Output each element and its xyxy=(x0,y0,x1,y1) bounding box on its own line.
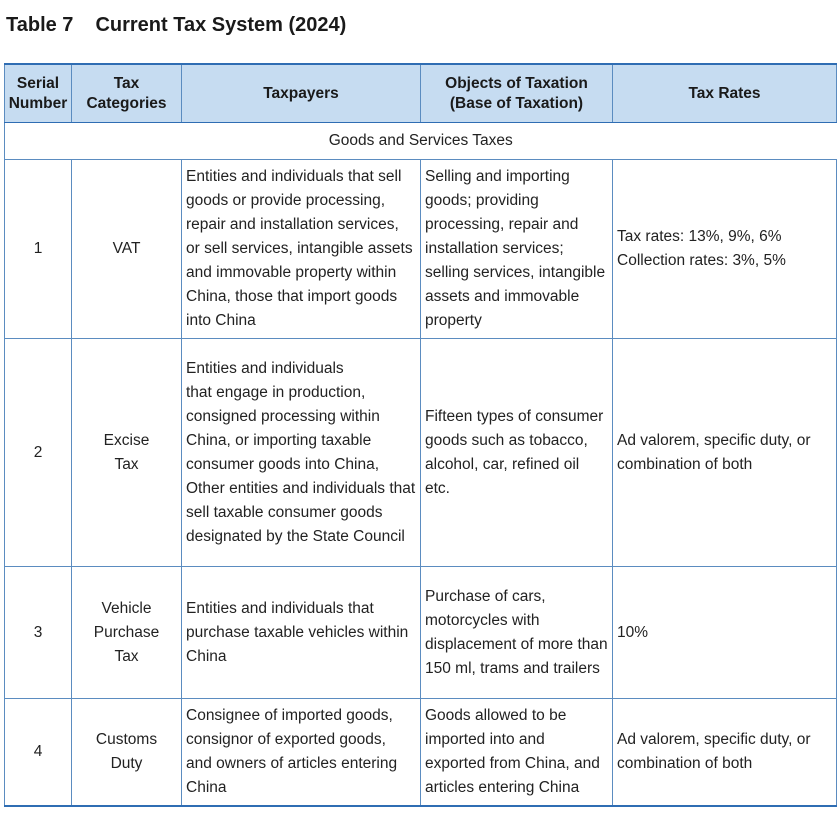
table-row xyxy=(5,567,837,699)
header-row xyxy=(5,64,837,123)
table-row xyxy=(5,160,837,339)
cell-taxpayers: Entities and individuals that sell goods or provide processing, repair and installation services, or sell services, intangible assets and immovable property within China, those that import goods into China xyxy=(182,160,421,339)
section-row xyxy=(5,123,837,160)
header-tax-rates: Tax Rates xyxy=(613,64,837,123)
header-serial-number: Serial Number xyxy=(5,64,72,123)
cell-rates: Ad valorem, specific duty, or combination of both xyxy=(613,339,837,567)
cell-serial: 3 xyxy=(5,567,72,699)
header-tax-categories: Tax Categories xyxy=(72,64,182,123)
cell-objects: Selling and importing goods; providing processing, repair and installation services; selling services, intangible assets and immovable property xyxy=(421,160,613,339)
cell-rates: Tax rates: 13%, 9%, 6% Collection rates: 3%, 5% xyxy=(613,160,837,339)
cell-rates: 10% xyxy=(613,567,837,699)
section-goods-and-services: Goods and Services Taxes xyxy=(5,123,837,160)
cell-serial: 4 xyxy=(5,699,72,807)
header-taxpayers: Taxpayers xyxy=(182,64,421,123)
cell-taxpayers: Entities and individuals that purchase taxable vehicles within China xyxy=(182,567,421,699)
cell-category: VAT xyxy=(72,160,182,339)
header-objects-of-taxation: Objects of Taxation (Base of Taxation) xyxy=(421,64,613,123)
cell-taxpayers: Entities and individuals that engage in production, consigned processing within China, or importing taxable consumer goods into China, Other entities and individuals that sell taxable consumer goods designated by the State Council xyxy=(182,339,421,567)
table-row xyxy=(5,339,837,567)
tax-system-table xyxy=(4,63,837,807)
cell-category: Excise Tax xyxy=(72,339,182,567)
cell-objects: Goods allowed to be imported into and exported from China, and articles entering China xyxy=(421,699,613,807)
table-title xyxy=(6,14,346,37)
table-row xyxy=(5,699,837,807)
table-number: Table 7 xyxy=(6,14,74,36)
cell-serial: 2 xyxy=(5,339,72,567)
cell-rates: Ad valorem, specific duty, or combination of both xyxy=(613,699,837,807)
cell-objects: Fifteen types of consumer goods such as tobacco, alcohol, car, refined oil etc. xyxy=(421,339,613,567)
cell-objects: Purchase of cars, motorcycles with displacement of more than 150 ml, trams and trailers xyxy=(421,567,613,699)
cell-taxpayers: Consignee of imported goods, consignor of exported goods, and owners of articles entering China xyxy=(182,699,421,807)
table-caption: Current Tax System (2024) xyxy=(95,14,347,36)
cell-category: Customs Duty xyxy=(72,699,182,807)
cell-serial: 1 xyxy=(5,160,72,339)
cell-category: Vehicle Purchase Tax xyxy=(72,567,182,699)
